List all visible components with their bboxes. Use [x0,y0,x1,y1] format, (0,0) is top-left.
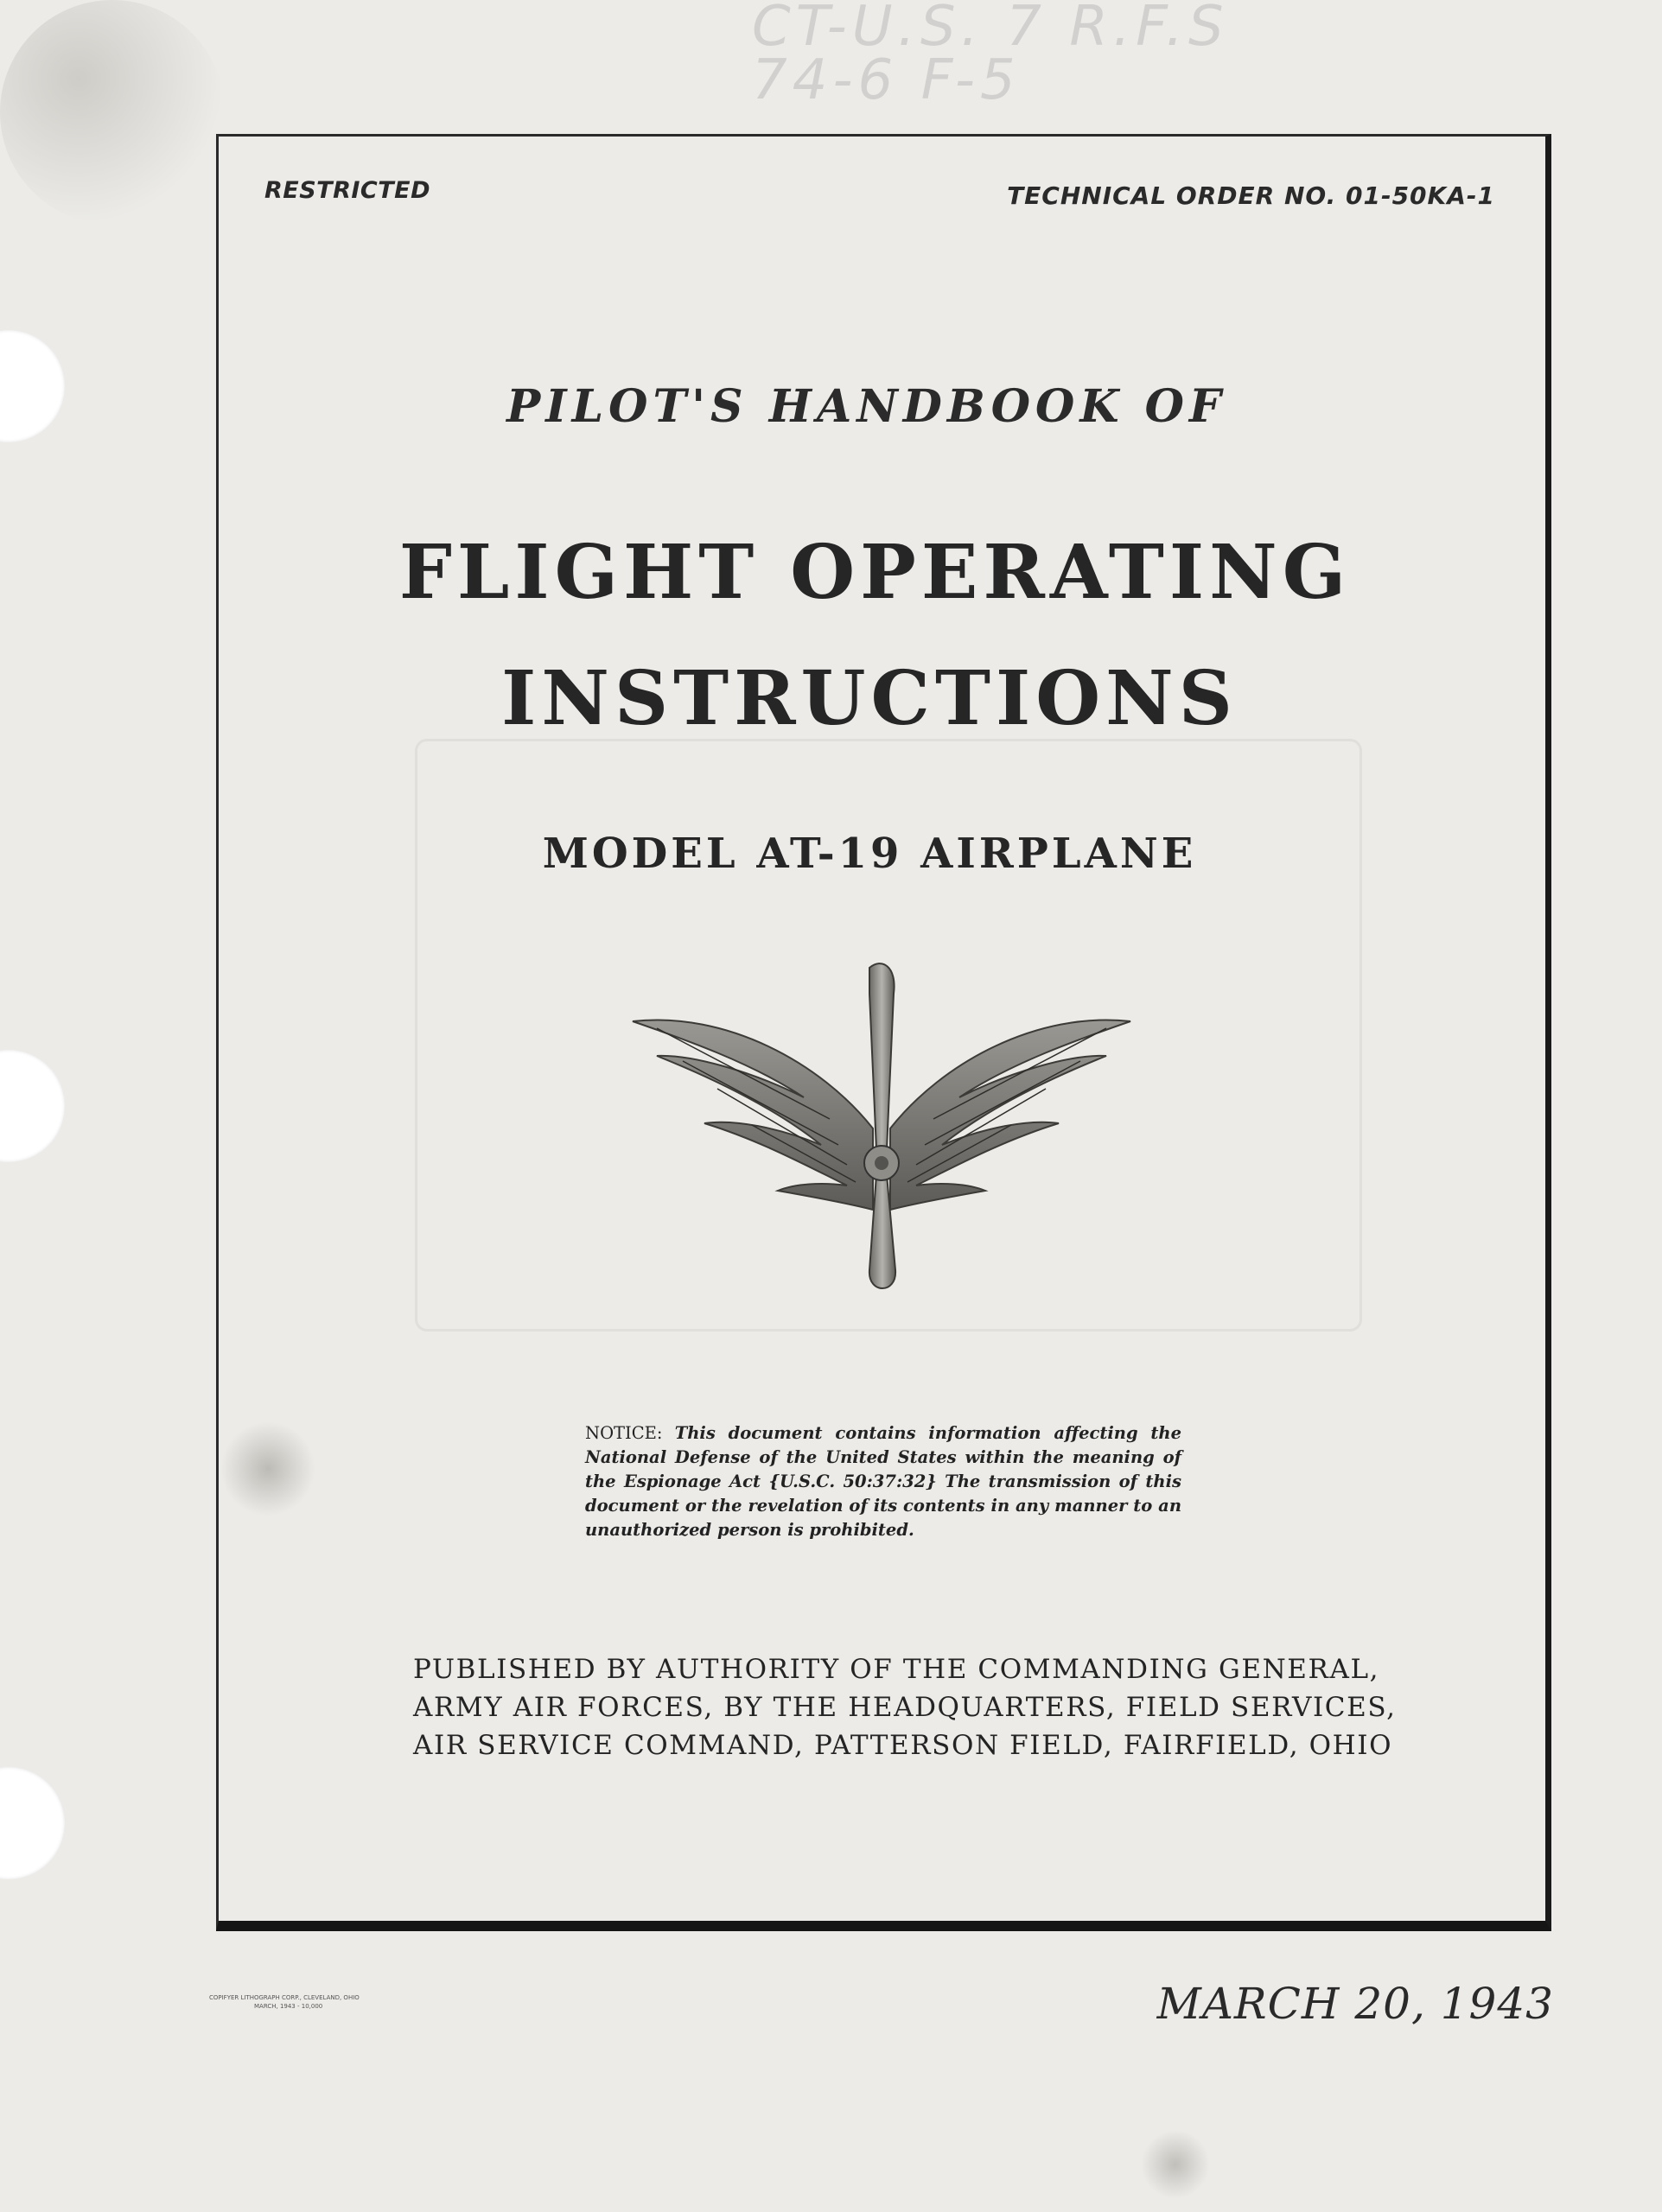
handbook-subtitle: PILOT'S HANDBOOK OF [506,380,1226,433]
espionage-notice [585,1421,1181,1542]
airplane-model: MODEL AT-19 AIRPLANE [542,830,1197,878]
paper-stain [0,0,225,225]
notice-label: NOTICE: [585,1423,663,1443]
paper-stain [1141,2130,1210,2199]
punch-hole [0,1767,65,1879]
printer-imprint: COPIFYER LITHOGRAPH CORP., CLEVELAND, OHIO MARCH, 1943 - 10,000 [209,1994,360,2010]
handwritten-annotation: CT-U.S. 7 R.F.S 74-6 F-5 [752,0,1229,112]
publisher-line-3: AIR SERVICE COMMAND, PATTERSON FIELD, FAIRFIELD, OHIO [413,1730,1393,1761]
publisher-line-1: PUBLISHED BY AUTHORITY OF THE COMMANDING GENERAL, [413,1654,1380,1685]
publisher-line-2: ARMY AIR FORCES, BY THE HEADQUARTERS, FIELD SERVICES, [413,1692,1397,1723]
publication-date: MARCH 20, 1943 [1156,1979,1554,2029]
document-title-line-1: FLIGHT OPERATING [398,529,1352,616]
winged-propeller-icon [622,959,1141,1296]
punch-hole [0,1050,65,1162]
publisher-statement [413,1650,1397,1764]
classification-label: RESTRICTED [264,177,431,204]
technical-order-number: TECHNICAL ORDER NO. 01-50KA-1 [1007,181,1495,210]
document-title-line-2: INSTRUCTIONS [501,655,1238,742]
notice-text: This document contains information affecting the National Defense of the United States within the meaning of the Espionage Act {U.S.C. 50:37:32} The transmission of this document or the revelation of its contents in any manner to an unauthorized person is prohibited. [585,1423,1182,1540]
